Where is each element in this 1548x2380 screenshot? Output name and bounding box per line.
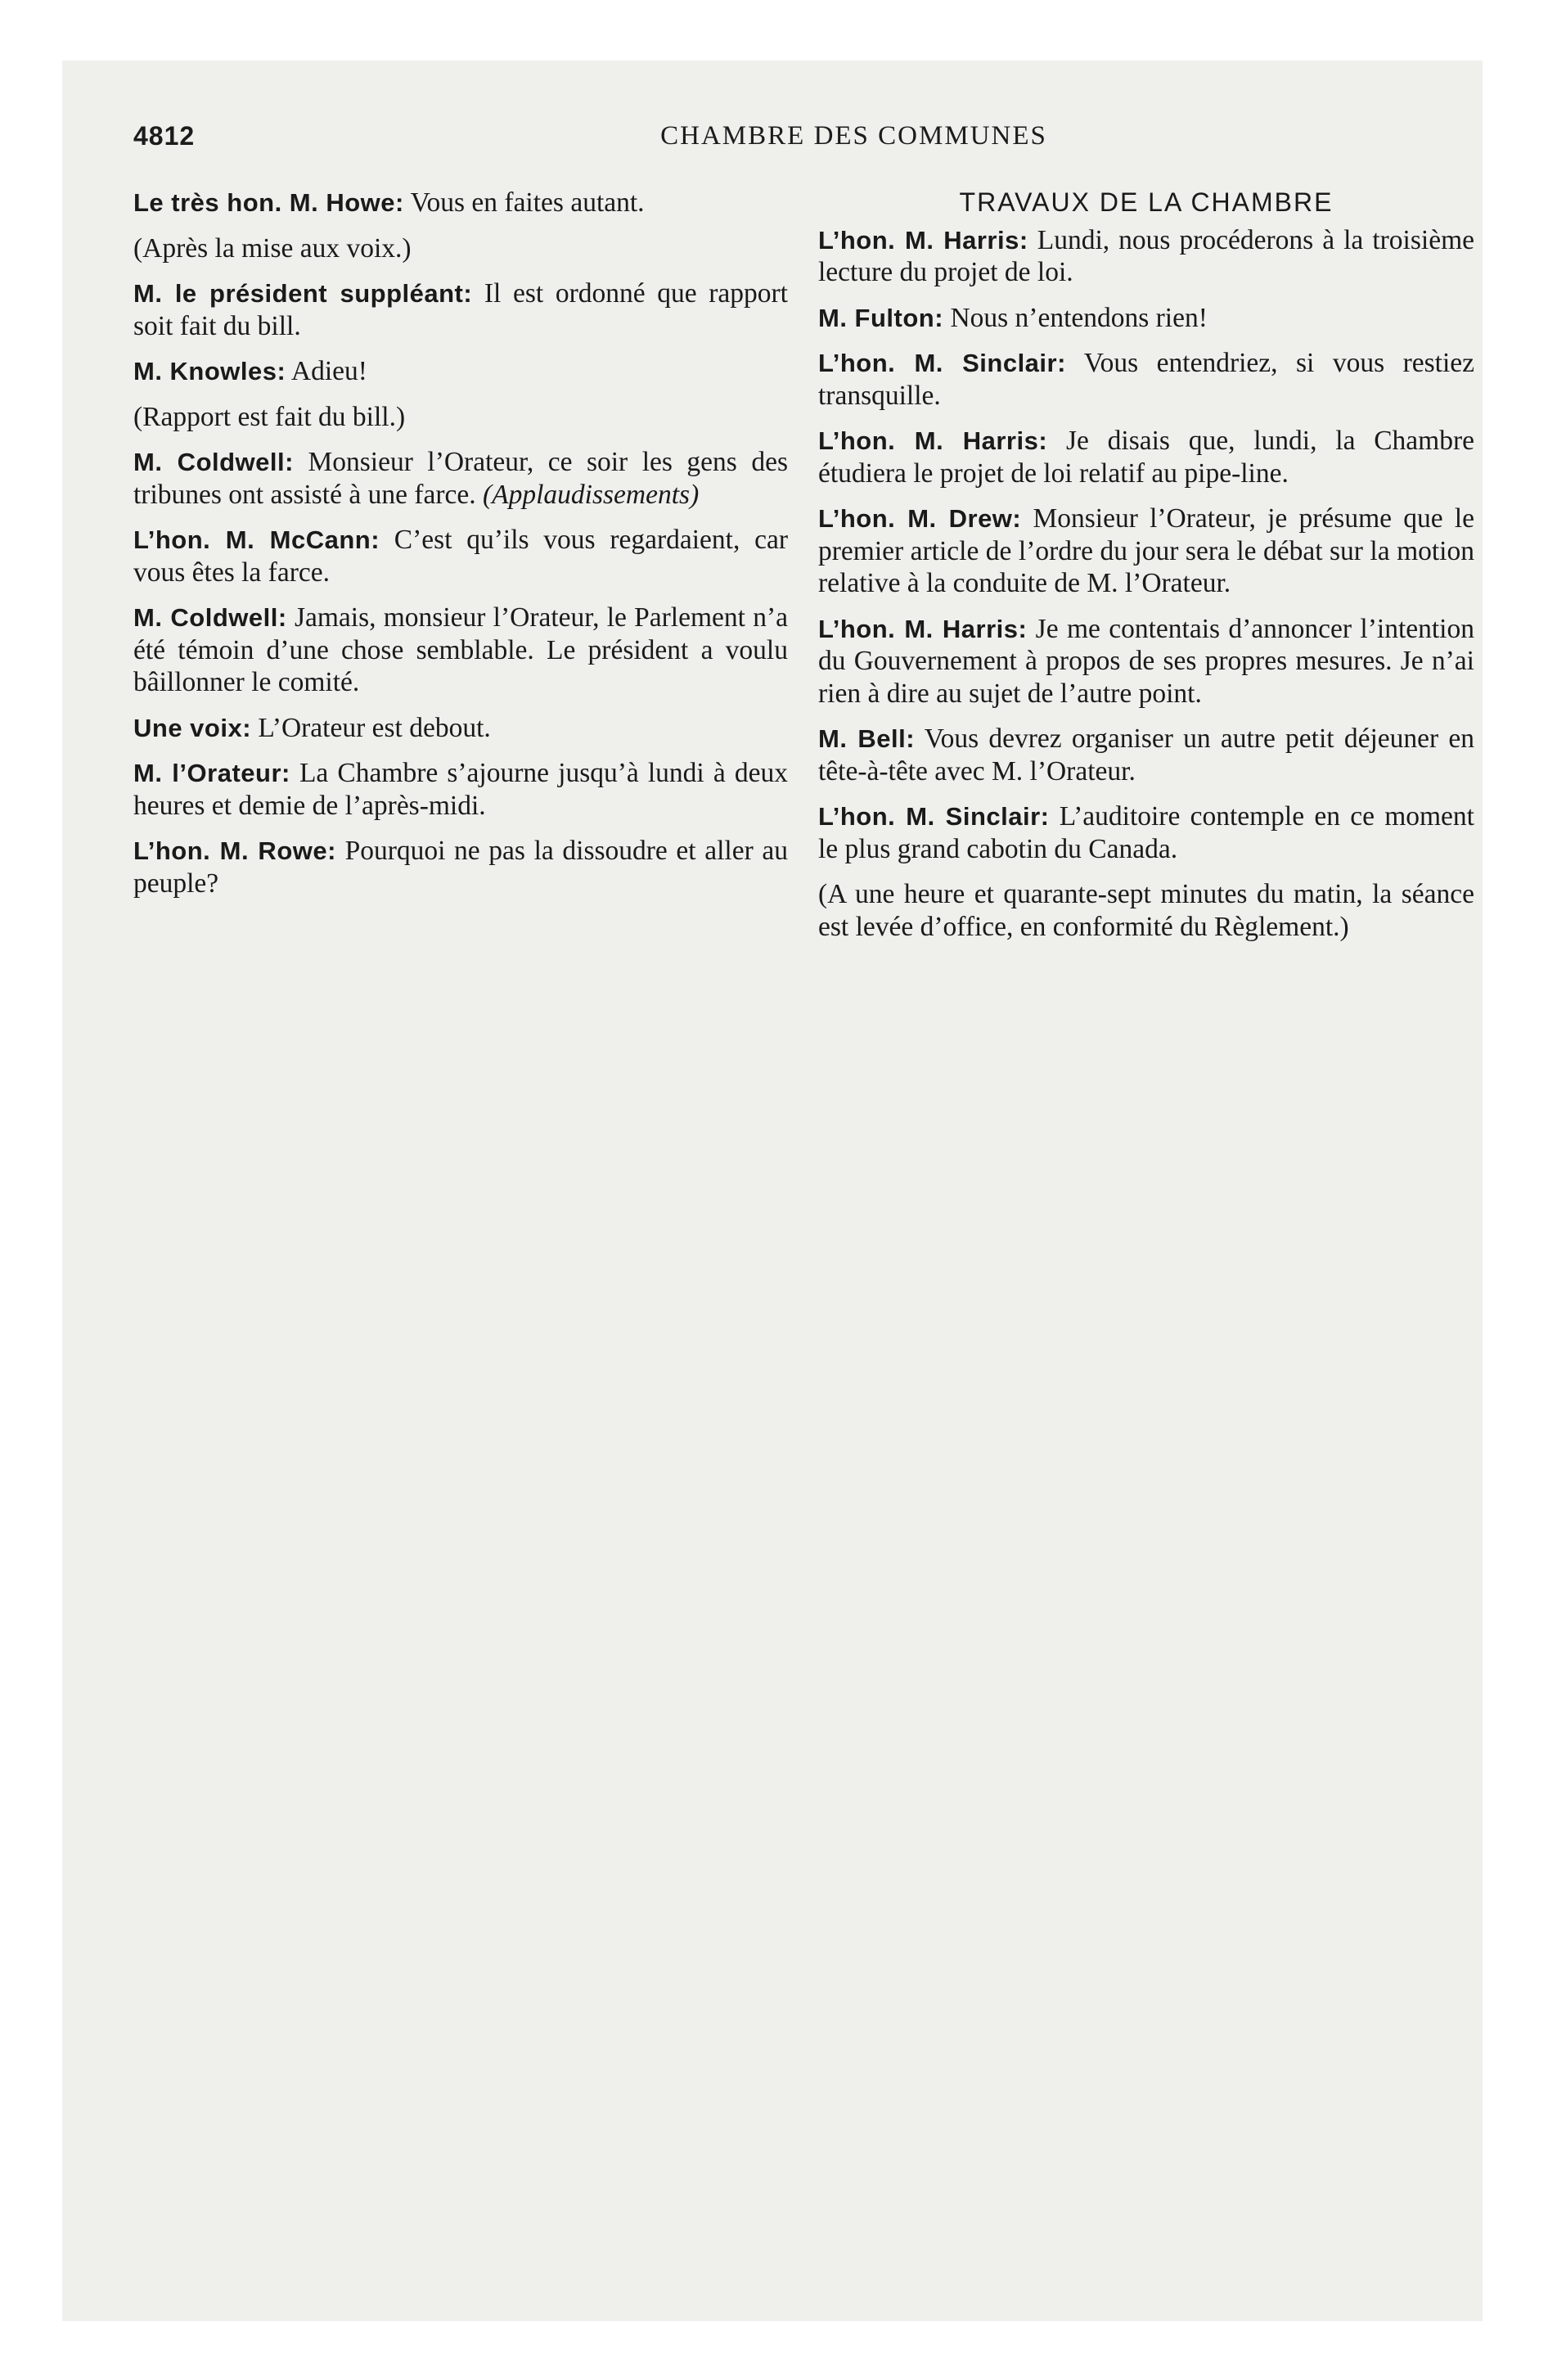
speech-text: L’auditoire contemple en ce moment le plus grand cabotin du Canada. <box>818 801 1474 864</box>
right-column <box>818 187 1474 956</box>
speaker-name: M. Coldwell: <box>133 603 287 632</box>
speech-paragraph <box>818 613 1474 710</box>
speaker-name: M. l’Orateur: <box>133 759 290 787</box>
section-heading: TRAVAUX DE LA CHAMBRE <box>959 187 1334 217</box>
speech-paragraph <box>818 425 1474 489</box>
speech-paragraph <box>133 446 788 511</box>
speech-text: La Chambre s’ajourne jusqu’à lundi à deux heures et demie de l’après-midi. <box>133 758 788 821</box>
speaker-name: L’hon. M. Drew: <box>818 504 1022 533</box>
speech-paragraph <box>818 302 1474 335</box>
left-column <box>133 187 788 913</box>
speech-paragraph <box>818 723 1474 787</box>
speech-text: Jamais, monsieur l’Orateur, le Parlement n’a été témoin d’une chose semblable. Le président a voulu bâillonner le comité. <box>133 602 788 697</box>
speaker-name: L’hon. M. Sinclair: <box>818 802 1050 831</box>
speaker-name: L’hon. M. McCann: <box>133 525 380 554</box>
speaker-name: Le très hon. M. Howe: <box>133 188 404 217</box>
speech-paragraph <box>818 224 1474 289</box>
speech-text: Vous en faites autant. <box>403 187 645 218</box>
speech-text: Je me contentais d’annoncer l’intention du Gouvernement à propos de ses propres mesures. Je n’ai rien à dire au sujet de l’autre point. <box>818 613 1474 709</box>
speech-text: Vous entendriez, si vous restiez transquille. <box>818 348 1474 411</box>
speech-paragraph <box>133 757 788 822</box>
speech-text: Vous devrez organiser un autre petit déjeuner en tête-à-tête avec M. l’Orateur. <box>818 723 1474 787</box>
speaker-name: L’hon. M. Rowe: <box>133 836 336 865</box>
speaker-name: L’hon. M. Sinclair: <box>818 349 1066 377</box>
page-number: 4812 <box>133 121 196 151</box>
speech-paragraph <box>818 347 1474 412</box>
speech-paragraph <box>818 800 1474 865</box>
speaker-name: L’hon. M. Harris: <box>818 426 1048 455</box>
speech-paragraph <box>133 524 788 588</box>
speech-paragraph <box>133 835 788 899</box>
speech-text: Monsieur l’Orateur, je présume que le premier article de l’ordre du jour sera le débat sur la motion relative à la conduite de M. l’Orateur. <box>818 503 1474 598</box>
speaker-name: Une voix: <box>133 713 252 742</box>
speech-text: Lundi, nous procéderons à la troisième lecture du projet de loi. <box>818 224 1475 287</box>
speech-text: C’est qu’ils vous regardaient, car vous êtes la farce. <box>133 525 788 588</box>
speech-paragraph <box>133 355 788 388</box>
speech-paragraph <box>818 503 1474 600</box>
speech-text: Il est ordonné que rapport soit fait du bill. <box>133 278 788 341</box>
procedural-note: (Après la mise aux voix.) <box>133 232 412 264</box>
speaker-name: M. Bell: <box>818 724 916 753</box>
speech-paragraph <box>133 187 788 219</box>
speaker-name: M. le président suppléant: <box>133 279 473 308</box>
speech-paragraph <box>133 712 788 745</box>
speaker-name: M. Fulton: <box>818 303 944 332</box>
procedural-note: (Rapport est fait du bill.) <box>133 401 406 432</box>
speech-text: L’Orateur est debout. <box>251 712 491 743</box>
speech-paragraph <box>133 277 788 342</box>
speaker-name: L’hon. M. Harris: <box>818 225 1028 255</box>
running-title: CHAMBRE DES COMMUNES <box>660 121 1047 151</box>
speech-paragraph <box>133 602 788 699</box>
speaker-name: L’hon. M. Harris: <box>818 614 1028 643</box>
speaker-name: M. Knowles: <box>133 357 286 385</box>
speech-text: Je disais que, lundi, la Chambre étudiera le projet de loi relatif au pipe-line. <box>818 426 1475 489</box>
speaker-name: M. Coldwell: <box>133 448 294 476</box>
applause-note: (Applaudissements) <box>482 479 700 510</box>
procedural-note: (A une heure et quarante-sept minutes du matin, la séance est levée d’office, en conformité du Règlement.) <box>818 879 1474 942</box>
speech-text: Pourquoi ne pas la dissoudre et aller au peuple? <box>133 836 788 899</box>
speech-text: Monsieur l’Orateur, ce soir les gens des tribunes ont assisté à une farce. <box>133 447 789 510</box>
page-header <box>133 121 1476 162</box>
speech-text: Nous n’entendons rien! <box>943 302 1208 333</box>
speech-text: Adieu! <box>286 356 367 386</box>
